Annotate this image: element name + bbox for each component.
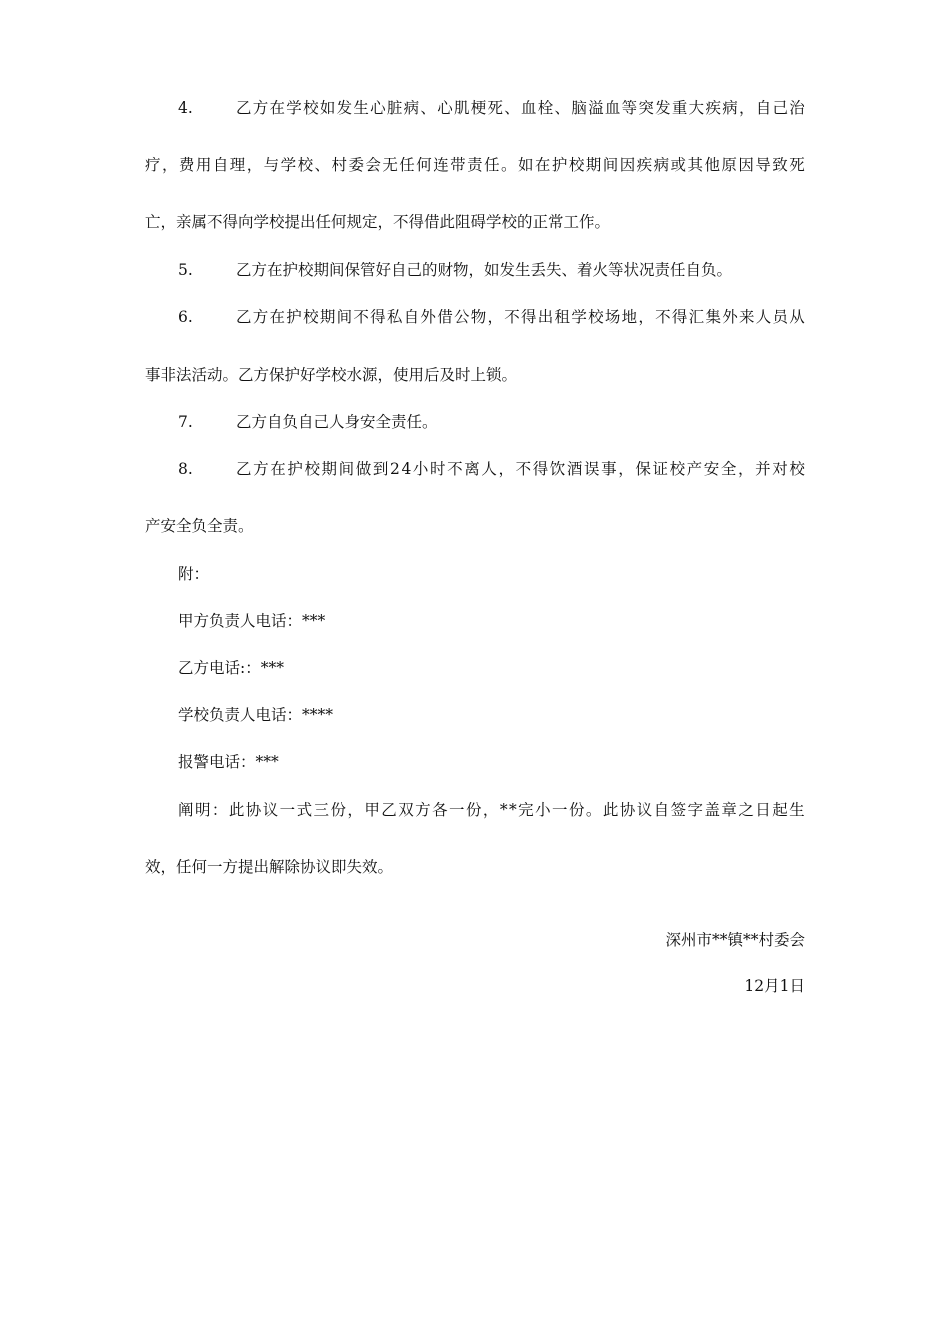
item-text-line: 乙方自负自己人身安全责任。: [236, 413, 438, 431]
item-text-line: 疗 ， 费 用 自 理 ， 与 学 校 、 村 委 会 无 任 何 连 带 责 任 。 如 在 护 校 期 间 因 疾 病 或 其 他 原 因 导 致 死: [145, 156, 805, 174]
appendix-heading: 附：: [178, 565, 210, 583]
item-number: 6.: [178, 308, 193, 326]
item-number: 5.: [178, 261, 193, 279]
item-number: 7.: [178, 413, 193, 431]
contact-line-school: 学校负责人电话：****: [178, 706, 334, 724]
item-text-line: 乙 方 在 学 校 如 发 生 心 脏 病 、 心 肌 梗 死 、 血 栓 、 脑 溢 血 等 突 发 重 大 疾 病 ， 自 己 治: [236, 99, 805, 117]
item-text-line: 亡，亲属不得向学校提出任何规定，不得借此阻碍学校的正常工作。: [145, 213, 611, 231]
item-number: 4.: [178, 99, 193, 117]
statement-line: 效，任何一方提出解除协议即失效。: [145, 858, 394, 876]
contact-line-party-a: 甲方负责人电话：***: [178, 612, 326, 630]
item-text-line: 乙 方 在 护 校 期 间 做 到 2 4 小 时 不 离 人 ， 不 得 饮 酒 误 事 ， 保 证 校 产 安 全 ， 并 对 校: [236, 460, 805, 478]
item-number: 8.: [178, 460, 193, 478]
item-text-line: 事非法活动。乙方保护好学校水源，使用后及时上锁。: [145, 366, 518, 384]
statement-line: 阐 明 ： 此 协 议 一 式 三 份 ， 甲 乙 双 方 各 一 份 ， * * 完 小 一 份 。 此 协 议 自 签 字 盖 章 之 日 起 生: [178, 801, 805, 819]
item-text-line: 产安全负全责。: [145, 517, 254, 535]
signature-organization: 深州市**镇**村委会: [665, 931, 805, 949]
signature-date: 12月1日: [744, 977, 805, 995]
contact-line-party-b: 乙方电话:：***: [178, 659, 284, 677]
contact-line-police: 报警电话：***: [178, 753, 279, 771]
item-text-line: 乙 方 在 护 校 期 间 不 得 私 自 外 借 公 物 ， 不 得 出 租 学 校 场 地 ， 不 得 汇 集 外 来 人 员 从: [236, 308, 805, 326]
item-text-line: 乙方在护校期间保管好自己的财物，如发生丢失、着火等状况责任自负。: [236, 261, 733, 279]
